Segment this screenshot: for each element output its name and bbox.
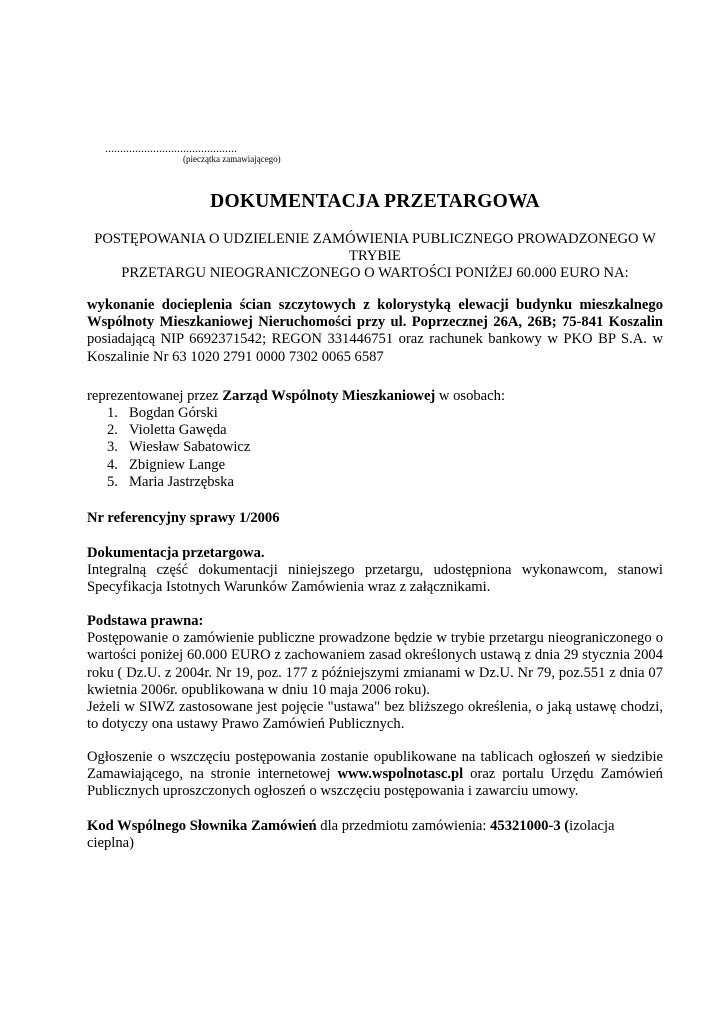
- announcement-section: [87, 749, 663, 801]
- members-list: [87, 405, 663, 491]
- stamp-placeholder: ............................................: [105, 141, 237, 155]
- website-link[interactable]: www.wspolnotasc.pl: [337, 766, 464, 783]
- represented-prefix: reprezentowanej przez: [87, 388, 223, 404]
- list-item: 5. Maria Jastrzębska: [107, 473, 234, 490]
- subject-line: posiadającą NIP 6692371542; REGON 331446751 oraz rachunek bankowy w PKO BP S.A. w: [87, 331, 663, 348]
- cpv-label: Kod Wspólnego Słownika Zamówień: [87, 818, 317, 834]
- represented-suffix: w osobach:: [435, 388, 505, 404]
- document-subtitle: [87, 231, 663, 282]
- document-title: DOKUMENTACJA PRZETARGOWA: [210, 191, 540, 212]
- section-line: Specyfikacja Istotnych Warunków Zamówienia wraz z załącznikami.: [87, 579, 491, 596]
- subject-line: Wspólnoty Mieszkaniowej Nieruchomości przy ul. Poprzecznej 26A, 26B; 75-841 Koszalin: [87, 314, 663, 331]
- cpv-code: 45321000-3 (: [490, 818, 570, 834]
- subtitle-line: POSTĘPOWANIA O UDZIELENIE ZAMÓWIENIA PUBLICZNEGO PROWADZONEGO W: [94, 231, 656, 247]
- section-line: Publicznych uproszczonych ogłoszeń o wszczęciu postępowania i zawarciu umowy.: [87, 783, 579, 800]
- list-item: 4. Zbigniew Lange: [107, 456, 226, 473]
- subtitle-line: TRYBIE: [349, 248, 401, 264]
- represented-board: Zarząd Wspólnoty Mieszkaniowej: [222, 388, 436, 404]
- section-line: Postępowanie o zamówienie publiczne prowadzone będzie w trybie przetargu nieograniczonego o: [87, 630, 663, 647]
- documentation-section: [87, 545, 663, 597]
- section-heading: Dokumentacja przetargowa.: [87, 545, 265, 561]
- legal-basis-section: [87, 613, 663, 733]
- subtitle-line: PRZETARGU NIEOGRANICZONEGO O WARTOŚCI PONIŻEJ 60.000 EURO NA:: [121, 265, 629, 281]
- document-page: [87, 0, 663, 1024]
- list-item: 2. Violetta Gawęda: [107, 422, 227, 439]
- subject-line: wykonanie docieplenia ścian szczytowych z kolorystyką elewacji budynku mieszkalnego: [87, 297, 663, 313]
- stamp-caption: (pieczątka zamawiającego): [183, 154, 281, 164]
- list-item: 1. Bogdan Górski: [107, 405, 218, 421]
- represented-paragraph: [87, 388, 663, 405]
- list-item: 3. Wiesław Sabatowicz: [107, 439, 251, 456]
- section-line: wartości poniżej 60.000 EURO z zachowaniem zasad określonych ustawą z dnia 29 stycznia 2004: [87, 647, 663, 664]
- section-line: Zamawiającego, na stronie internetowej www.wspolnotasc.pl oraz portalu Urzędu Zamówień: [87, 766, 663, 783]
- cpv-section: [87, 818, 663, 852]
- section-line: Ogłoszenie o wszczęciu postępowania zostanie opublikowane na tablicach ogłoszeń w siedzibie: [87, 749, 663, 765]
- subject-paragraph: [87, 297, 663, 366]
- cpv-line: cieplna): [87, 835, 134, 852]
- section-line: Jeżeli w SIWZ zastosowane jest pojęcie "ustawa" bez bliższego określenia, o jaką ustawę chodzi,: [87, 699, 663, 716]
- section-line: to dotyczy ona ustawy Prawo Zamówień Publicznych.: [87, 716, 405, 733]
- section-line: roku ( Dz.U. z 2004r. Nr 19, poz. 177 z późniejszymi zmianami w Dz.U. Nr 79, poz.551 z dnia 07: [87, 664, 663, 681]
- subject-line: Koszalinie Nr 63 1020 2791 0000 7302 0065 6587: [87, 348, 384, 365]
- cpv-line: Kod Wspólnego Słownika Zamówień dla przedmiotu zamówienia: 45321000-3 (izolacja: [87, 818, 615, 834]
- section-heading: Podstawa prawna:: [87, 613, 204, 629]
- section-line: kwietnia 2006r. opublikowana w dniu 10 maja 2006 roku).: [87, 681, 430, 698]
- section-line: Integralną część dokumentacji niniejszego przetargu, udostępniona wykonawcom, stanowi: [87, 562, 663, 579]
- reference-number: Nr referencyjny sprawy 1/2006: [87, 510, 280, 526]
